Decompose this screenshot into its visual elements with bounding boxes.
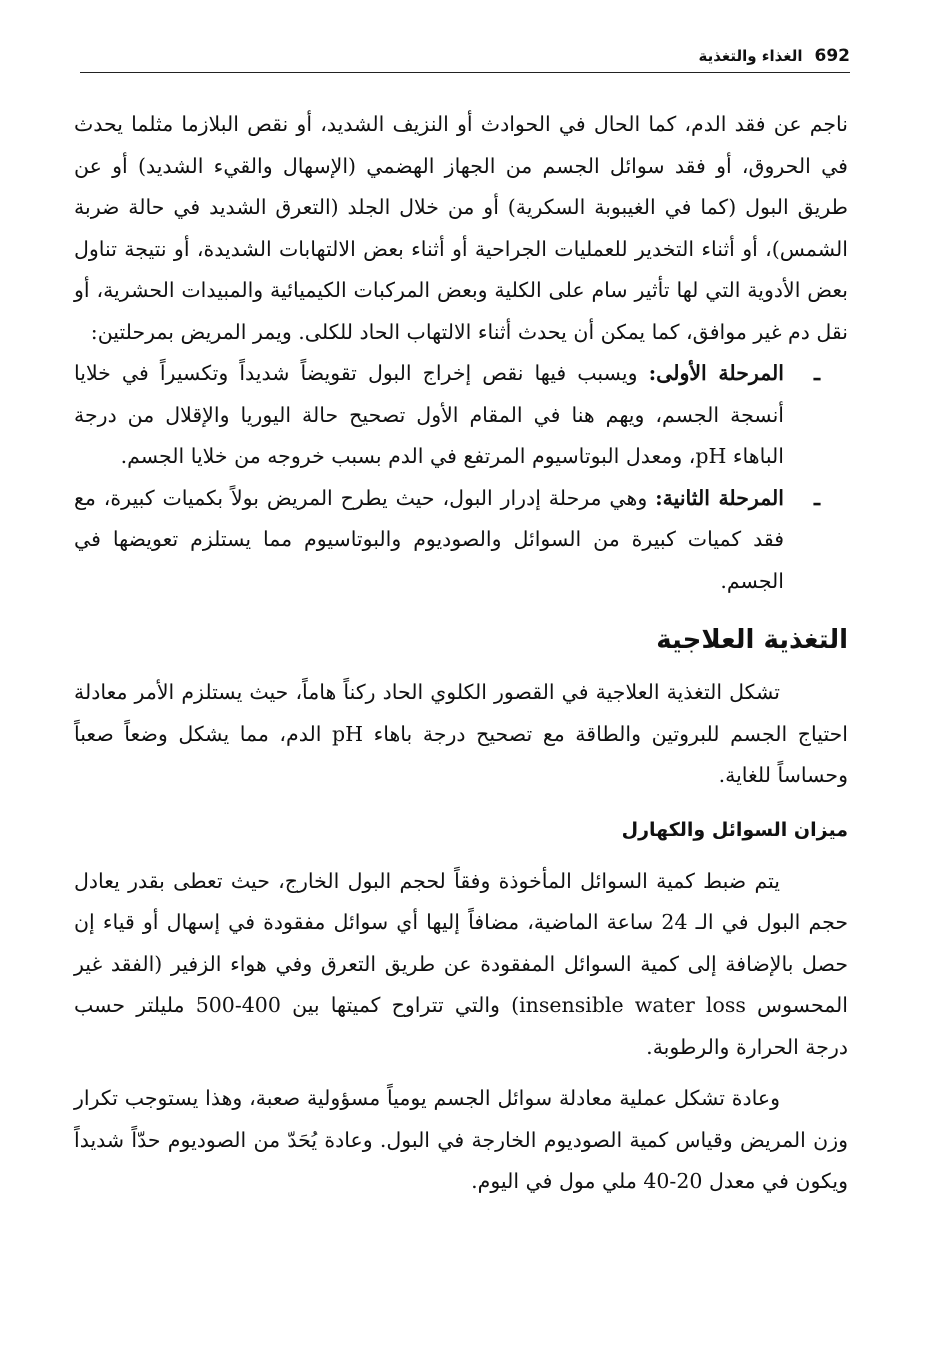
stage-text: وهي مرحلة إدرار البول، حيث يطرح المريض بولاً بكميات كبيرة، مع فقد كميات كبيرة من السوائل والصوديوم والبوتاسيوم مما يستلزم تعويضها في الجسم. (74, 485, 784, 593)
stage-item-second (74, 478, 848, 603)
subsection-heading: ميزان السوائل والكهارل (621, 818, 848, 841)
running-title: الغذاء والتغذية (698, 47, 803, 65)
fluids-paragraph: يتم ضبط كمية السوائل المأخوذة وفقاً لحجم البول الخارج، حيث تعطى بقدر يعادل حجم البول في الـ 24 ساعة الماضية، مضافاً إليها أي سوائل مفقودة في إسهال أو قياء إن حصل بالإضافة إلى كمية السوائل المفقودة عن طريق التعرق وفي هواء الزفير (الفقد غير المحسوس insensible water loss) والتي تتراوح كميتها بين 400-500 مليلتر حسب درجة الحرارة والرطوبة. (74, 868, 849, 1059)
section-heading: التغذية العلاجية (656, 625, 848, 655)
page-number: 692 (814, 46, 850, 66)
intro-paragraph: ناجم عن فقد الدم، كما الحال في الحوادث أو النزيف الشديد، أو نقص البلازما مثلما يحدث في الحروق، أو فقد سوائل الجسم من الجهاز الهضمي (الإسهال والقيء الشديد) أو عن طريق البول (كما في الغيبوبة السكرية) أو من خلال الجلد (التعرق الشديد في حالة ضربة الشمس)، أو أثناء التخدير للعمليات الجراحية أو أثناء بعض الالتهابات الشديدة، أو نتيجة تناول بعض الأدوية التي لها تأثير سام على الكلية وبعض المركبات الكيميائية والمبيدات الحشرية، أو نقل دم غير موافق، كما يمكن أن يحدث أثناء الالتهاب الحاد للكلى. ويمر المريض بمرحلتين: (74, 112, 848, 344)
stage-text: ويسبب فيها نقص إخراج البول تقويضاً شديداً وتكسيراً في خلايا أنسجة الجسم، ويهم هنا في المقام الأول تصحيح حالة اليوريا والإقلال من درجة الباهاء pH، ومعدل البوتاسيوم المرتفع في الدم بسبب خروجه من خلايا الجسم. (74, 361, 784, 468)
list-bullet: ـ (813, 361, 820, 385)
stage-term: المرحلة الثانية: (655, 485, 784, 510)
sodium-paragraph: وعادة تشكل عملية معادلة سوائل الجسم يومياً مسؤولية صعبة، وهذا يستوجب تكرار وزن المريض وقياس كمية الصوديوم الخارجة في البول. وعادة يُحَدّ من الصوديوم حدّاً شديداً ويكون في معدل 20-40 ملي مول في اليوم. (74, 1086, 848, 1193)
stage-term: المرحلة الأولى: (648, 361, 784, 385)
header-rule (80, 72, 850, 73)
list-bullet: ـ (813, 485, 820, 510)
page-body (74, 104, 848, 1203)
stage-item-first (74, 353, 848, 478)
page-header (80, 42, 850, 70)
section-paragraph: تشكل التغذية العلاجية في القصور الكلوي الحاد ركناً هاماً، حيث يستلزم الأمر معادلة احتياج الجسم للبروتين والطاقة مع تصحيح درجة باهاء pH الدم، مما يشكل وضعاً صعباً وحساساً للغاية. (74, 680, 848, 787)
